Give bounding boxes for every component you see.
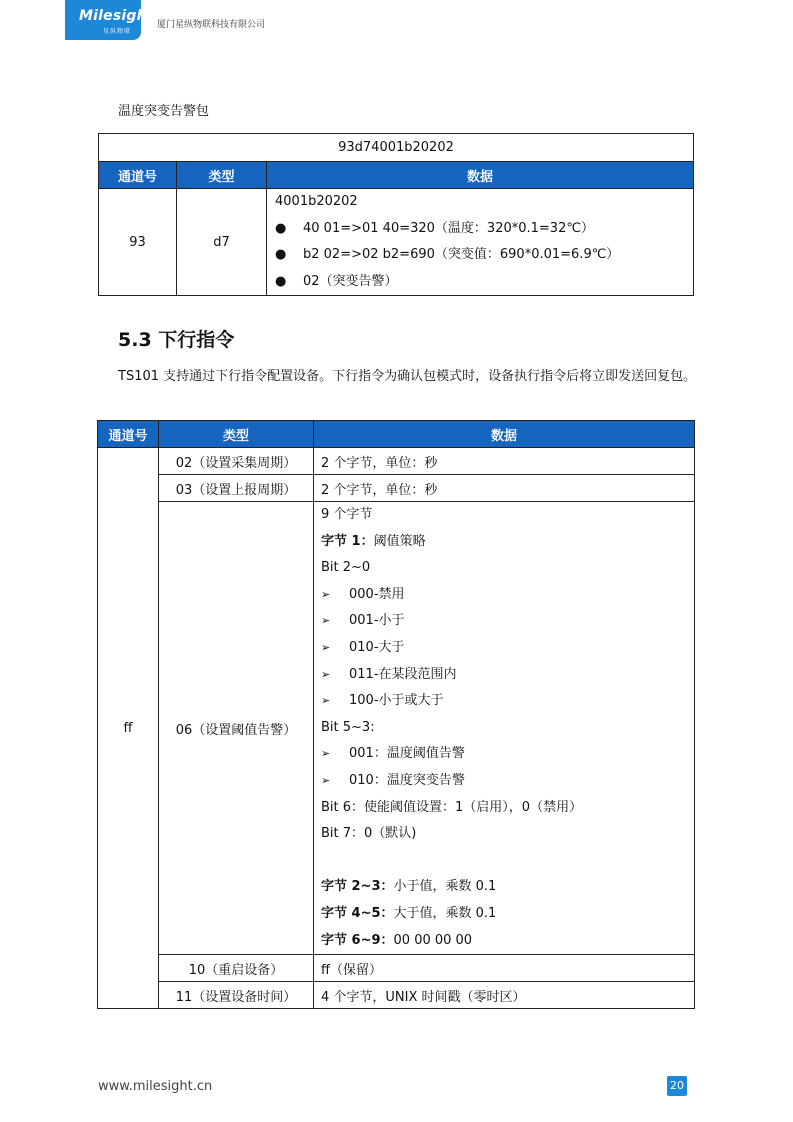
header-data: 数据 (314, 421, 695, 448)
arrow-bullet-icon: ➢ (321, 614, 331, 628)
header-channel: 通道号 (99, 162, 177, 189)
type-cell: 10（重启设备） (159, 955, 314, 982)
page-number: 20 (667, 1076, 687, 1096)
bullet-icon: ● (275, 220, 287, 236)
data-cell: 2 个字节，单位：秒 (314, 475, 695, 502)
bullet-icon: ● (275, 273, 287, 289)
milesight-logo (65, 0, 154, 40)
byte1-line: 字节 1：阈值策略 (321, 533, 426, 549)
raw-payload: 93d74001b20202 (99, 134, 694, 162)
logo-subtitle: 星纵物联 (103, 28, 132, 35)
type-cell: 11（设置设备时间） (159, 982, 314, 1009)
section-heading: 5.3 下行指令 (118, 329, 235, 351)
data-cell: 2 个字节，单位：秒 (314, 448, 695, 475)
bit-range: Bit 2~0 (321, 560, 371, 576)
logo-name: Milesight (79, 8, 154, 24)
arrow-bullet-icon: ➢ (321, 667, 331, 681)
header-data: 数据 (267, 162, 694, 189)
temperature-change-alert-table (98, 133, 694, 296)
bit-range: Bit 5~3: (321, 719, 375, 735)
type-cell: d7 (177, 189, 267, 296)
spacer (321, 848, 694, 875)
alert-packet-label: 温度突变告警包 (118, 104, 210, 119)
data-cell (267, 189, 694, 296)
byte45-line: 字节 4~5：大于值，乘数 0.1 (321, 905, 497, 921)
bit-6-line: Bit 6：使能阈值设置：1（启用），0（禁用） (321, 799, 583, 815)
arrow-bullet-icon: ➢ (321, 747, 331, 761)
header-type: 类型 (159, 421, 314, 448)
section-paragraph: TS101 支持通过下行指令配置设备。下行指令为确认包模式时，设备执行指令后将立即发送回复包。 (118, 369, 697, 384)
list-item: ● 02（突变告警） (275, 269, 693, 296)
arrow-bullet-icon: ➢ (321, 694, 331, 708)
byte69-line: 字节 6~9：00 00 00 00 (321, 932, 473, 948)
arrow-bullet-icon: ➢ (321, 587, 331, 601)
byte-count: 9 个字节 (321, 507, 373, 522)
bullet-icon: ● (275, 247, 287, 263)
arrow-bullet-icon: ➢ (321, 640, 331, 654)
type-cell: 06（设置阈值告警） (159, 502, 314, 955)
list-item: ➢ 000-禁用 (321, 582, 694, 609)
list-item: ➢ 001-小于 (321, 608, 694, 635)
bit-7-line: Bit 7：0（默认) (321, 826, 417, 842)
data-cell: ff（保留） (314, 955, 695, 982)
data-title: 4001b20202 (275, 194, 358, 209)
company-name: 厦门星纵物联科技有限公司 (157, 20, 266, 30)
type-cell: 02（设置采集周期） (159, 448, 314, 475)
data-cell: 4 个字节，UNIX 时间戳（零时区） (314, 982, 695, 1009)
list-item: ➢ 011-在某段范围内 (321, 662, 694, 689)
type-cell: 03（设置上报周期） (159, 475, 314, 502)
list-item: ● 40 01=>01 40=320（温度：320*0.1=32℃） (275, 216, 693, 243)
channel-cell: 93 (99, 189, 177, 296)
threshold-alert-data-cell (314, 502, 695, 955)
header-channel: 通道号 (98, 421, 159, 448)
list-item: ➢ 010：温度突变告警 (321, 768, 694, 795)
header-type: 类型 (177, 162, 267, 189)
footer-url-link[interactable]: www.milesight.cn (98, 1079, 213, 1094)
channel-cell: ff (98, 448, 159, 1009)
byte23-line: 字节 2~3：小于值，乘数 0.1 (321, 879, 497, 895)
list-item: ➢ 010-大于 (321, 635, 694, 662)
list-item: ➢ 001：温度阈值告警 (321, 741, 694, 768)
arrow-bullet-icon: ➢ (321, 773, 331, 787)
list-item: ➢ 100-小于或大于 (321, 688, 694, 715)
list-item: ● b2 02=>02 b2=690（突变值：690*0.01=6.9℃） (275, 242, 693, 269)
downlink-command-table (97, 420, 695, 1009)
